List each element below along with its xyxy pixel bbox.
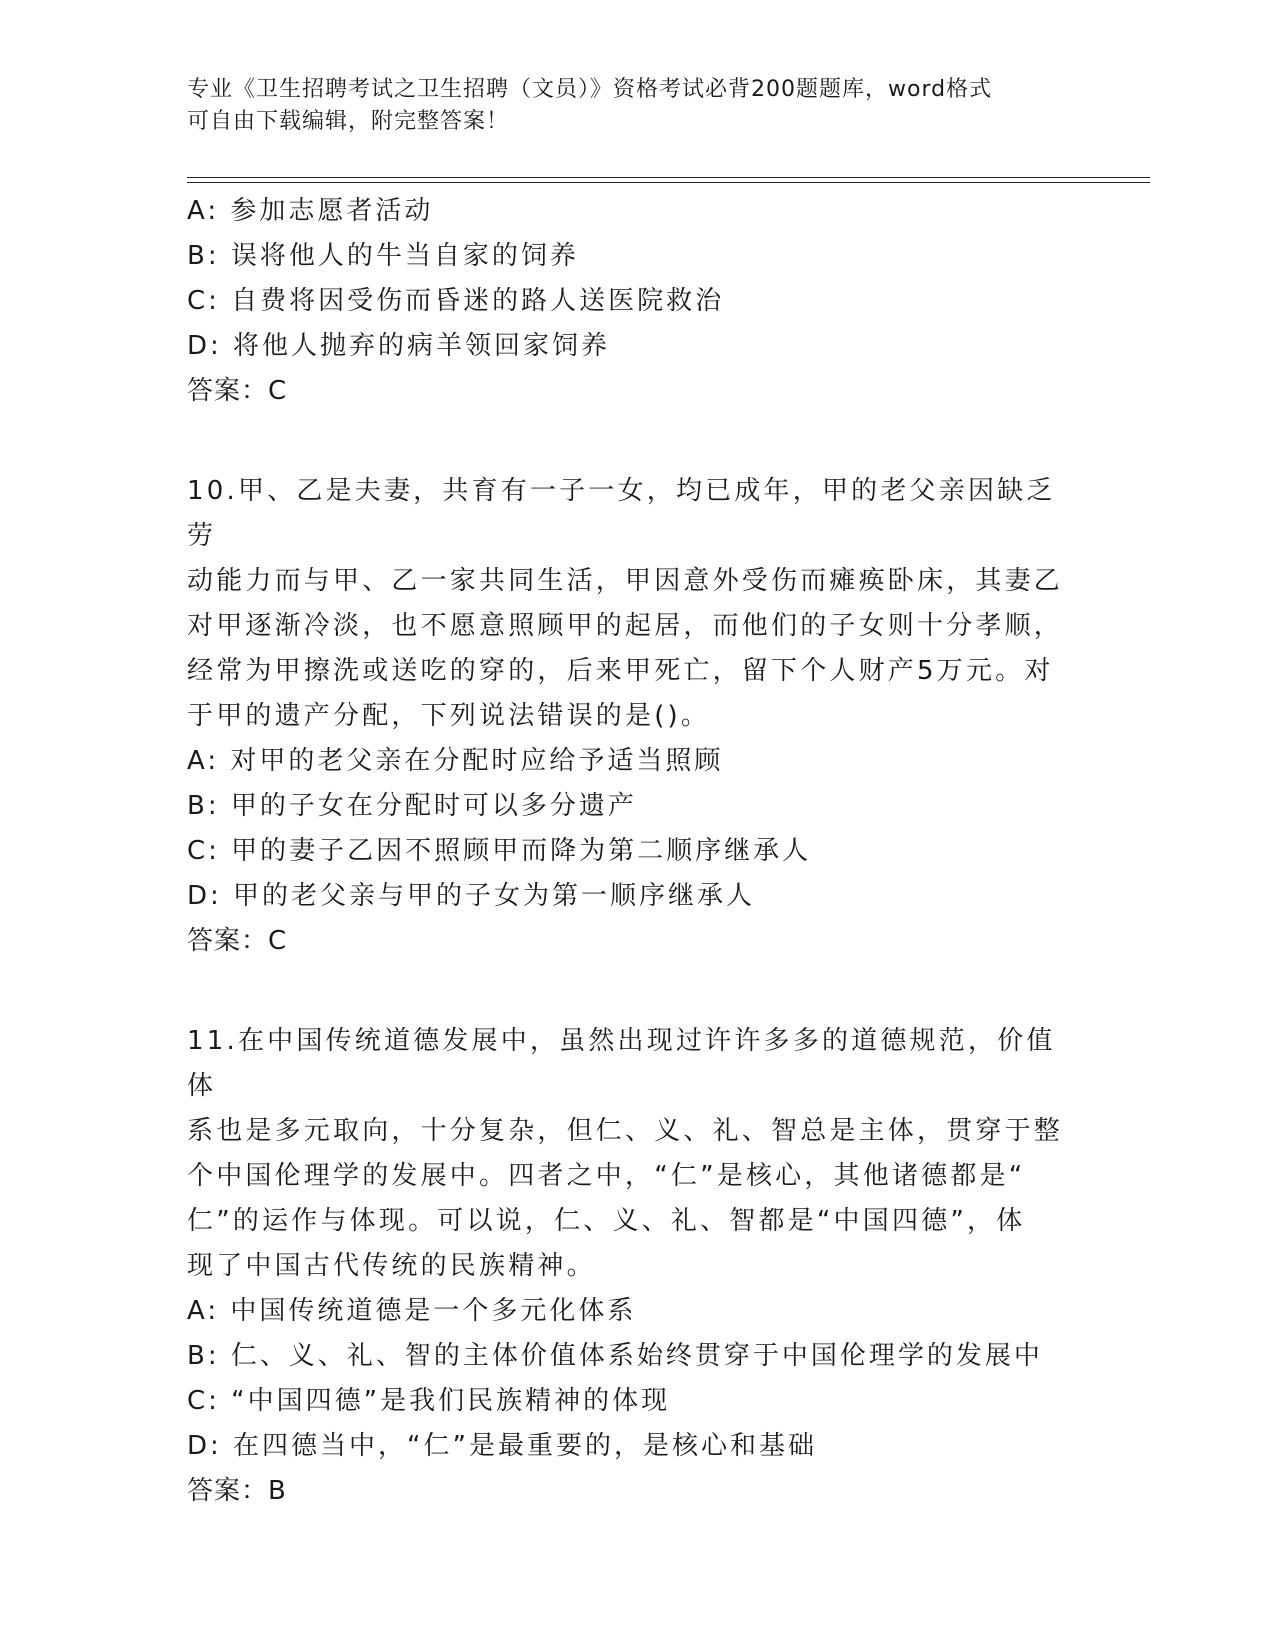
option-a: A: 中国传统道德是一个多元化体系 xyxy=(187,1296,637,1326)
option-c: C: 自费将因受伤而昏迷的路人送医院救治 xyxy=(187,286,725,316)
option-c: C: “中国四德”是我们民族精神的体现 xyxy=(187,1386,671,1416)
header-rule-bottom xyxy=(187,182,1150,183)
document-header xyxy=(187,74,1067,138)
option-a: A: 对甲的老父亲在分配时应给予适当照顾 xyxy=(187,746,724,776)
header-line-2: 可自由下载编辑，附完整答案！ xyxy=(187,109,510,134)
option-b: B: 甲的子女在分配时可以多分遗产 xyxy=(187,791,637,821)
question-9 xyxy=(187,189,1077,414)
option-a: A: 参加志愿者活动 xyxy=(187,196,434,226)
question-stem-line: 动能力而与甲、乙一家共同生活，甲因意外受伤而瘫痪卧床，其妻乙 xyxy=(187,566,1064,596)
question-stem-line: 经常为甲擦洗或送吃的穿的，后来甲死亡，留下个人财产5万元。对 xyxy=(187,656,1054,686)
option-b: B: 误将他人的牛当自家的饲养 xyxy=(187,241,579,271)
header-rule-top xyxy=(187,177,1150,178)
option-c: C: 甲的妻子乙因不照顾甲而降为第二顺序继承人 xyxy=(187,836,812,866)
question-stem-line: 现了中国古代传统的民族精神。 xyxy=(187,1251,596,1281)
question-stem-line: 10.甲、乙是夫妻，共育有一子一女，均已成年，甲的老父亲因缺乏劳 xyxy=(187,476,1056,551)
question-stem-line: 仁”的运作与体现。可以说，仁、义、礼、智都是“中国四德”，体 xyxy=(187,1206,1026,1236)
question-10 xyxy=(187,469,1077,964)
option-d: D: 将他人抛弃的病羊领回家饲养 xyxy=(187,331,611,361)
question-stem-line: 11.在中国传统道德发展中，虽然出现过许许多多的道德规范，价值体 xyxy=(187,1026,1056,1101)
question-stem-line: 个中国伦理学的发展中。四者之中，“仁”是核心，其他诸德都是“ xyxy=(187,1161,1026,1191)
question-11 xyxy=(187,1019,1077,1514)
question-stem-line: 于甲的遗产分配，下列说法错误的是()。 xyxy=(187,701,711,731)
answer: 答案：C xyxy=(187,376,288,406)
answer: 答案：C xyxy=(187,926,288,956)
option-b: B: 仁、义、礼、智的主体价值体系始终贯穿于中国伦理学的发展中 xyxy=(187,1341,1043,1371)
question-stem-line: 系也是多元取向，十分复杂，但仁、义、礼、智总是主体，贯穿于整 xyxy=(187,1116,1064,1146)
question-stem-line: 对甲逐渐冷淡，也不愿意照顾甲的起居，而他们的子女则十分孝顺， xyxy=(187,611,1064,641)
option-d: D: 甲的老父亲与甲的子女为第一顺序继承人 xyxy=(187,881,756,911)
header-line-1: 专业《卫生招聘考试之卫生招聘（文员）》资格考试必背200题题库，word格式 xyxy=(187,77,993,102)
option-d: D: 在四德当中，“仁”是最重要的，是核心和基础 xyxy=(187,1431,817,1461)
document-body xyxy=(187,189,1077,1514)
answer: 答案：B xyxy=(187,1476,287,1506)
